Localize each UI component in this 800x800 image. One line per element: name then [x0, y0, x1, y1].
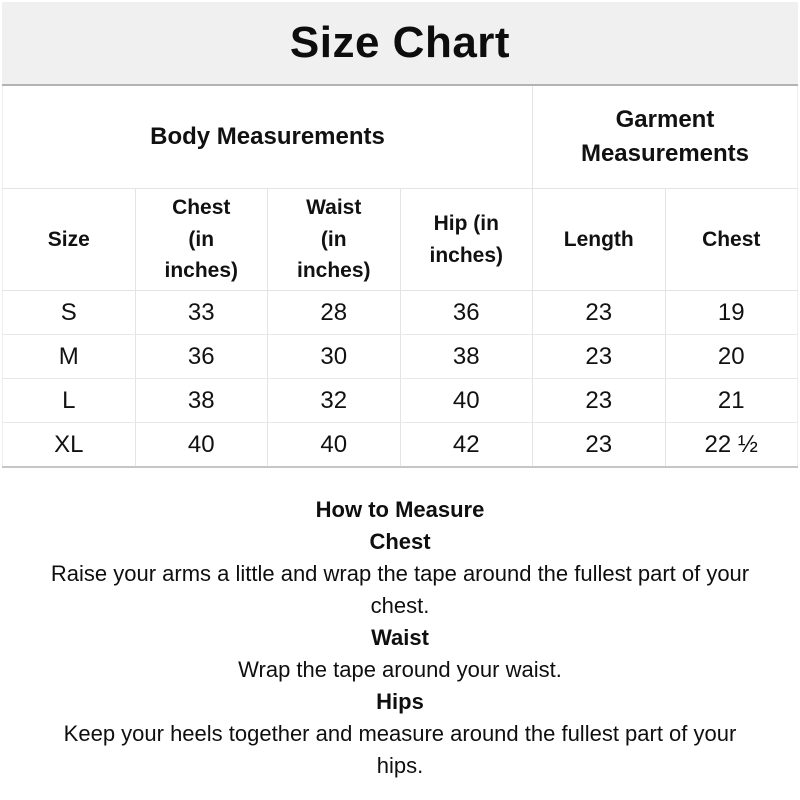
cell-chest: 40: [135, 423, 268, 468]
cell-hip: 42: [400, 423, 533, 468]
measure-hips-label: Hips: [376, 689, 424, 714]
cell-waist: 30: [268, 335, 401, 379]
column-header-chest-body: Chest (in inches): [135, 189, 268, 291]
cell-waist: 40: [268, 423, 401, 468]
column-header-hip: Hip (in inches): [400, 189, 533, 291]
cell-chest: 38: [135, 379, 268, 423]
size-chart-page: [2, 2, 798, 782]
cell-garment-chest: 20: [665, 335, 798, 379]
table-row-m: [3, 335, 798, 379]
cell-length: 23: [533, 291, 666, 335]
cell-size: M: [3, 335, 136, 379]
measure-hips-text: Keep your heels together and measure around the fullest part of your hips.: [63, 721, 737, 778]
measure-chest-label: Chest: [369, 529, 431, 554]
group-header-garment-measurements: Garment Measurements: [533, 86, 798, 189]
table-row-l: [3, 379, 798, 423]
cell-hip: 38: [400, 335, 533, 379]
cell-size: XL: [3, 423, 136, 468]
cell-hip: 40: [400, 379, 533, 423]
column-header-chest-garment: Chest: [665, 189, 798, 291]
table-group-header-row: [3, 86, 798, 189]
cell-hip: 36: [400, 291, 533, 335]
group-header-body-measurements: Body Measurements: [3, 86, 533, 189]
cell-waist: 28: [268, 291, 401, 335]
column-header-size: Size: [3, 189, 136, 291]
cell-garment-chest: 22 ½: [665, 423, 798, 468]
column-header-waist: Waist (in inches): [268, 189, 401, 291]
cell-chest: 33: [135, 291, 268, 335]
measure-waist-text: Wrap the tape around your waist.: [238, 657, 562, 682]
cell-waist: 32: [268, 379, 401, 423]
cell-garment-chest: 19: [665, 291, 798, 335]
table-column-header-row: [3, 189, 798, 291]
table-row-s: [3, 291, 798, 335]
cell-size: S: [3, 291, 136, 335]
cell-size: L: [3, 379, 136, 423]
column-header-length: Length: [533, 189, 666, 291]
cell-length: 23: [533, 335, 666, 379]
measure-waist-label: Waist: [371, 625, 429, 650]
page-title: Size Chart: [289, 18, 511, 67]
table-row-xl: [3, 423, 798, 468]
cell-garment-chest: 21: [665, 379, 798, 423]
measure-chest-text: Raise your arms a little and wrap the tape around the fullest part of your chest.: [50, 561, 750, 618]
cell-length: 23: [533, 423, 666, 468]
how-to-measure-section: [2, 468, 798, 782]
how-to-measure-heading: How to Measure: [315, 497, 485, 522]
cell-chest: 36: [135, 335, 268, 379]
cell-length: 23: [533, 379, 666, 423]
size-table: [2, 86, 798, 468]
title-bar: [2, 2, 798, 86]
